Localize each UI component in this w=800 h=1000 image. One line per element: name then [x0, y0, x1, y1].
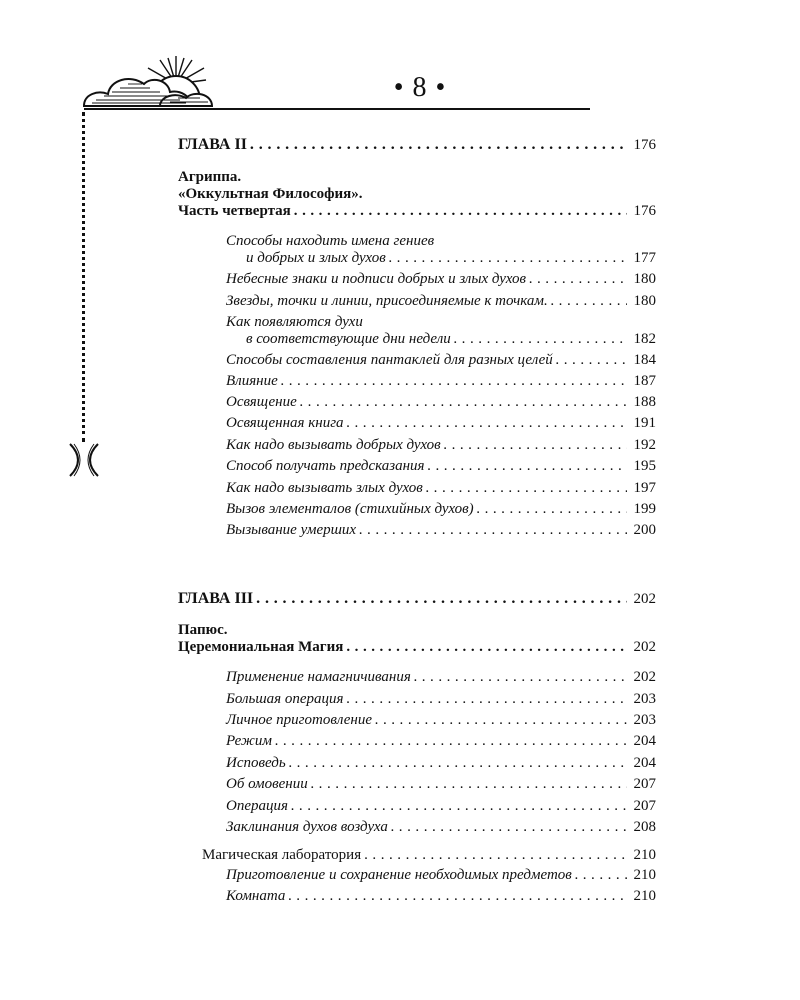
- toc-entry[interactable]: Освященная книга . . . 191: [226, 414, 656, 432]
- toc-entry[interactable]: Заклинания духов воздуха . . . 208: [226, 818, 656, 836]
- toc-entry[interactable]: Личное приготовление . . . 203: [226, 711, 656, 729]
- toc-entry[interactable]: Применение намагничивания . . . 202: [226, 668, 656, 686]
- toc-entry-line1: Способы находить имена гениев: [226, 233, 435, 249]
- toc-section[interactable]: Магическая лаборатория . . . 210: [202, 846, 656, 864]
- toc-chapter-heading[interactable]: ГЛАВА II . . . 176: [178, 136, 656, 154]
- toc-work-title: «Оккультная Философия».: [178, 186, 363, 202]
- dotted-margin-line: [82, 112, 85, 442]
- toc-work-title[interactable]: Церемониальная Магия . . . 202: [178, 638, 656, 656]
- toc-entry[interactable]: Режим . . . 204: [226, 732, 656, 750]
- toc-entry[interactable]: Влияние . . . 187: [226, 372, 656, 390]
- toc-entry[interactable]: Вызывание умерших . . . 200: [226, 521, 656, 539]
- toc-entry[interactable]: Большая операция . . . 203: [226, 690, 656, 708]
- toc-entry[interactable]: Исповедь . . . 204: [226, 754, 656, 772]
- page-number: • 8 •: [393, 72, 447, 103]
- toc-entry[interactable]: Как надо вызывать злых духов . . . 197: [226, 479, 656, 497]
- toc-author: Папюс.: [178, 622, 228, 638]
- moon-phases-ornament: [64, 440, 104, 480]
- toc-entry[interactable]: Приготовление и сохранение необходимых предметов . . . 210: [226, 866, 656, 884]
- header-rule: [84, 108, 590, 110]
- toc-entry[interactable]: Как надо вызывать добрых духов . . . 192: [226, 436, 656, 454]
- toc-entry[interactable]: в соответствующие дни недели . . . 182: [246, 330, 656, 348]
- toc-entry[interactable]: Об омовении . . . 207: [226, 775, 656, 793]
- toc-chapter-heading[interactable]: ГЛАВА III . . . 202: [178, 590, 656, 608]
- toc-entry[interactable]: Вызов элементалов (стихийных духов) . . . 199: [226, 500, 656, 518]
- toc-entry[interactable]: Звезды, точки и линии, присоединяемые к точкам. . . . 180: [226, 292, 656, 310]
- toc-entry-line1: Как появляются духи: [226, 314, 363, 330]
- toc-entry[interactable]: Способ получать предсказания . . . 195: [226, 457, 656, 475]
- toc-entry[interactable]: Операция . . . 207: [226, 797, 656, 815]
- toc-work-part[interactable]: Часть четвертая . . . 176: [178, 202, 656, 220]
- toc-author: Агриппа.: [178, 169, 242, 185]
- toc-entry[interactable]: Небесные знаки и подписи добрых и злых духов . . . 180: [226, 270, 656, 288]
- toc-entry[interactable]: Комната . . . 210: [226, 887, 656, 905]
- sun-clouds-ornament: [0, 0, 230, 115]
- toc-entry[interactable]: и добрых и злых духов . . . 177: [246, 249, 656, 267]
- toc-entry[interactable]: Освящение . . . 188: [226, 393, 656, 411]
- toc-entry[interactable]: Способы составления пантаклей для разных целей . . . 184: [226, 351, 656, 369]
